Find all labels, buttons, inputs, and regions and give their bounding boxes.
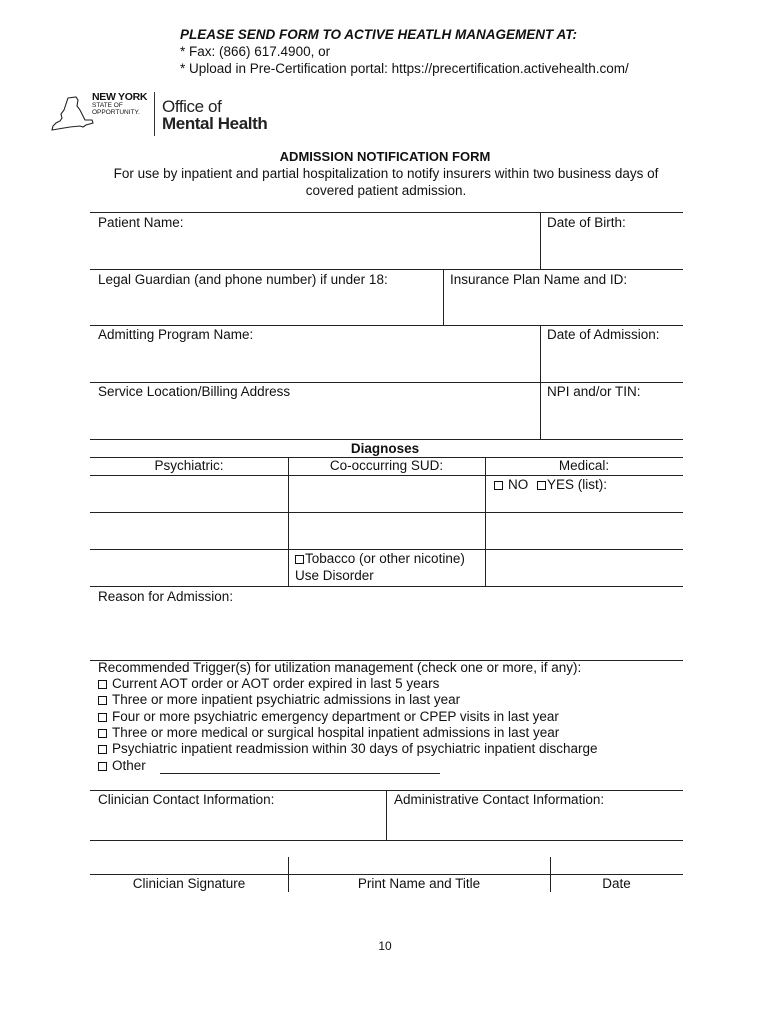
diagnoses-bottom-border [90,586,683,587]
trigger-item[interactable]: Four or more psychiatric emergency department or CPEP visits in last year [98,709,559,725]
print-name-field[interactable] [289,850,550,874]
omh-logo [50,92,280,138]
form-title: ADMISSION NOTIFICATION FORM [279,149,491,164]
upload-line: * Upload in Pre-Certification portal: https://precertification.activehealth.com/ [180,61,629,76]
reason-for-admission-label: Reason for Admission: [98,589,234,604]
administrative-contact-field[interactable] [387,791,683,840]
legal-guardian-label: Legal Guardian (and phone number) if under 18: [98,272,388,287]
date-of-birth-label: Date of Birth: [547,215,626,230]
legal-guardian-field[interactable] [90,270,443,325]
trigger-item[interactable]: Psychiatric inpatient readmission within 30 days of psychiatric inpatient discharge [98,741,598,757]
patient-name-field[interactable] [90,212,540,269]
page-number: 10 [378,939,392,953]
npi-tin-field[interactable] [541,383,683,439]
clinician-contact-label: Clinician Contact Information: [98,792,275,807]
trigger-item[interactable]: Three or more inpatient psychiatric admissions in last year [98,692,460,708]
patient-name-label: Patient Name: [98,215,184,230]
medical-yes-checkbox[interactable] [537,481,546,490]
sud-diagnosis-field-1[interactable] [289,476,485,512]
send-instructions-title: PLEASE SEND FORM TO ACTIVE HEATLH MANAGEMENT AT: [180,27,577,42]
psychiatric-header: Psychiatric: [154,458,224,473]
administrative-contact-label: Administrative Contact Information: [394,792,605,807]
cooccurring-sud-header: Co-occurring SUD: [329,458,444,473]
logo-divider [154,92,155,136]
trigger-checkbox[interactable] [98,680,107,689]
insurance-plan-label: Insurance Plan Name and ID: [450,272,628,287]
fax-line: * Fax: (866) 617.4900, or [180,44,331,59]
clinician-contact-field[interactable] [90,791,386,840]
date-of-birth-field[interactable] [541,212,683,269]
npi-tin-label: NPI and/or TIN: [547,384,641,399]
trigger-checkbox[interactable] [98,729,107,738]
psychiatric-diagnosis-field-2[interactable] [90,513,288,549]
sud-diagnosis-field-2[interactable] [289,513,485,549]
medical-no-checkbox[interactable] [494,481,503,490]
tobacco-option[interactable]: Tobacco (or other nicotine) Use Disorder [295,551,465,583]
clinician-signature-field[interactable] [90,850,288,874]
medical-diagnosis-field-3[interactable] [486,550,683,586]
diagnoses-heading: Diagnoses [350,441,420,456]
trigger-checkbox[interactable] [98,745,107,754]
trigger-item[interactable]: Three or more medical or surgical hospital inpatient admissions in last year [98,725,559,741]
admitting-program-label: Admitting Program Name: [98,327,254,342]
contacts-bottom-border [90,840,683,841]
send-instructions [180,26,629,77]
date-label: Date [602,876,631,891]
signature-date-field[interactable] [551,850,683,874]
other-trigger-field[interactable] [160,758,440,773]
triggers-heading: Recommended Trigger(s) for utilization management (check one or more, if any): [98,660,582,675]
other-trigger-input-line [160,773,440,774]
new-york-state-map-icon [50,96,94,134]
date-of-admission-field[interactable] [541,326,683,382]
service-location-field[interactable] [90,383,540,439]
trigger-item[interactable]: Current AOT order or AOT order expired in last 5 years [98,676,439,692]
trigger-checkbox[interactable] [98,696,107,705]
psychiatric-diagnosis-field-3[interactable] [90,550,288,586]
medical-diagnosis-field-2[interactable] [486,513,683,549]
form-subtitle: For use by inpatient and partial hospitalization to notify insurers within two business days of covered patient admission. [113,166,659,198]
insurance-plan-field[interactable] [444,270,683,325]
trigger-item-other[interactable]: Other [98,758,146,774]
trigger-checkbox[interactable] [98,762,107,771]
print-name-label: Print Name and Title [357,876,481,891]
medical-yes-option[interactable]: YES (list): [537,477,607,492]
row-border [90,439,683,440]
date-of-admission-label: Date of Admission: [547,327,660,342]
office-of-mental-health-wordmark: Office of Mental Health [162,97,268,133]
psychiatric-diagnosis-field-1[interactable] [90,476,288,512]
signature-line [90,874,683,875]
tobacco-checkbox[interactable] [295,555,304,564]
service-location-label: Service Location/Billing Address [98,384,291,399]
ny-state-wordmark: NEW YORK STATE OF OPPORTUNITY. [92,91,148,116]
clinician-signature-label: Clinician Signature [132,876,246,891]
trigger-checkbox[interactable] [98,713,107,722]
admitting-program-field[interactable] [90,326,540,382]
reason-for-admission-field[interactable] [90,605,683,660]
medical-no-option[interactable]: NO [494,477,528,492]
medical-header: Medical: [558,458,610,473]
